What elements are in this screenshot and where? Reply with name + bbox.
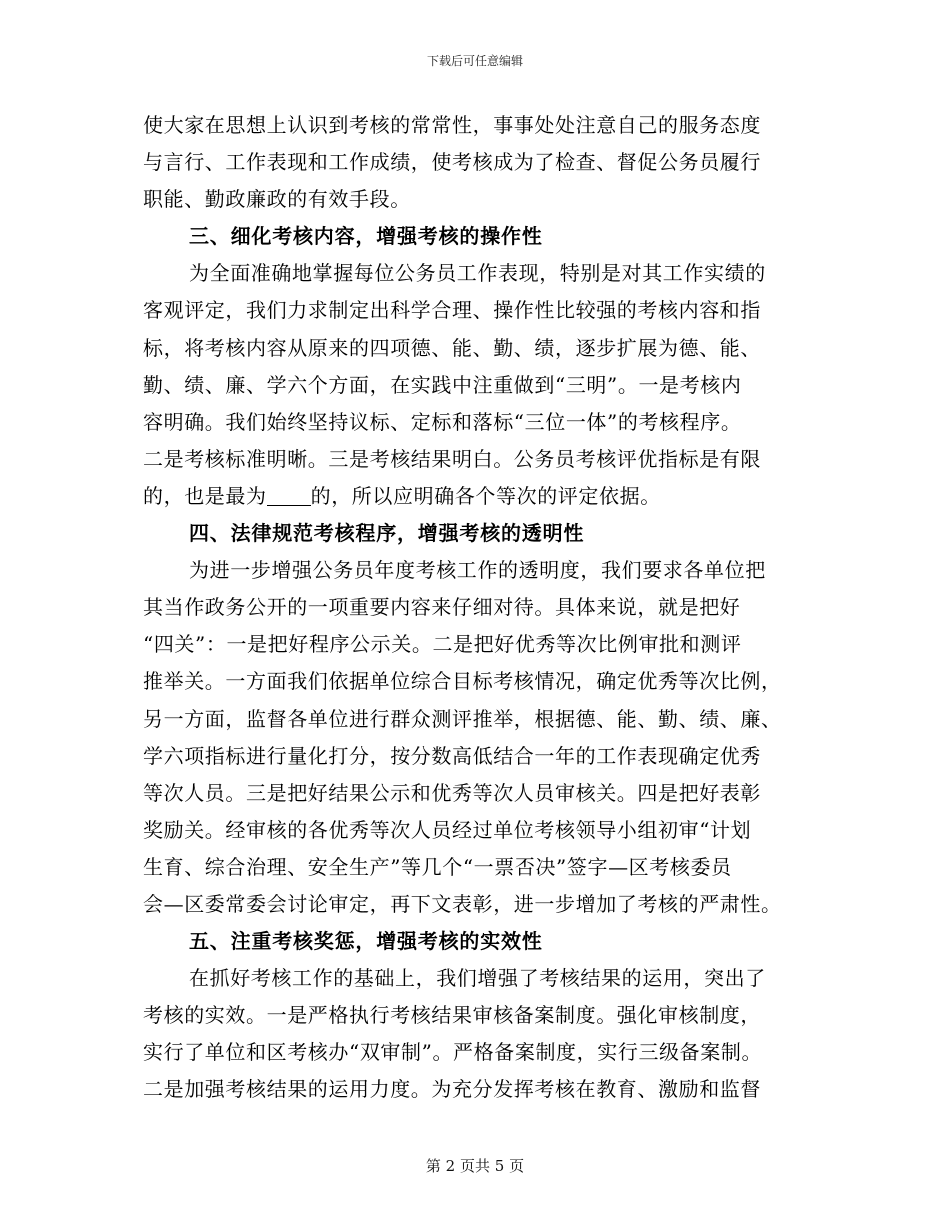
fill-in-blank — [267, 483, 311, 506]
text-line: 另一方面，监督各单位进行群众测评推举，根据德、能、勤、绩、廉、 — [143, 706, 782, 731]
text-fragment: 的，也是最为 — [143, 483, 267, 508]
page-footer: 第 2 页共 5 页 — [425, 1157, 525, 1175]
text-line: 使大家在思想上认识到考核的常常性，事事处处注意自己的服务态度 — [143, 113, 761, 137]
section-heading: 四、法律规范考核程序，增强考核的透明性 — [189, 521, 585, 546]
text-line: 其当作政务公开的一项重要内容来仔细对待。具体来说，就是把好 — [143, 595, 741, 620]
text-line: 奖励关。经审核的各优秀等次人员经过单位考核领导小组初审“计划 — [143, 817, 752, 842]
text-line: “四关”：一是把好程序公示关。二是把好优秀等次比例审批和测评 — [143, 632, 742, 657]
text-line: 与言行、工作表现和工作成绩，使考核成为了检查、督促公务员履行 — [143, 150, 761, 175]
section-heading: 五、注重考核奖惩，增强考核的实效性 — [189, 929, 543, 954]
page-header: 下载后可任意编辑 — [426, 54, 523, 68]
text-fragment: 的，所以应明确各个等次的评定依据。 — [310, 483, 661, 508]
text-line: 等次人员。三是把好结果公示和优秀等次人员审核关。四是把好表彰 — [143, 780, 761, 805]
section-heading: 三、细化考核内容，增强考核的操作性 — [189, 224, 543, 249]
text-line: 容明确。我们始终坚持议标、定标和落标“三位一体”的考核程序。 — [143, 409, 742, 434]
text-line: 客观评定，我们力求制定出科学合理、操作性比较强的考核内容和指 — [143, 298, 761, 323]
paragraph-first-line: 在抓好考核工作的基础上，我们增强了考核结果的运用，突出了 — [189, 966, 766, 991]
text-line: 会—区委常委会讨论审定，再下文表彰，进一步增加了考核的严肃性。 — [143, 891, 782, 916]
text-line: 勤、绩、廉、学六个方面，在实践中注重做到“三明”。一是考核内 — [143, 372, 742, 397]
text-line: 生育、综合治理、安全生产”等几个“一票否决”签字—区考核委员 — [143, 854, 732, 879]
text-line: 职能、勤政廉政的有效手段。 — [143, 187, 411, 212]
text-line: 考核的实效。一是严格执行考核结果审核备案制度。强化审核制度， — [143, 1003, 761, 1028]
text-line: 标，将考核内容从原来的四项德、能、勤、绩，逐步扩展为德、能、 — [143, 335, 761, 360]
text-line: 二是加强考核结果的运用力度。为充分发挥考核在教育、激励和监督 — [143, 1077, 761, 1102]
text-line: 实行了单位和区考核办“双审制”。严格备案制度，实行三级备案制。 — [143, 1040, 763, 1065]
text-line-with-blank — [143, 478, 808, 515]
text-line: 学六项指标进行量化打分，按分数高低结合一年的工作表现确定优秀 — [143, 743, 761, 768]
text-line: 推举关。一方面我们依据单位综合目标考核情况，确定优秀等次比例， — [143, 669, 782, 694]
text-line: 二是考核标准明晰。三是考核结果明白。公务员考核评优指标是有限 — [143, 446, 761, 471]
document-body — [143, 107, 808, 1109]
paragraph-first-line: 为全面准确地掌握每位公务员工作表现，特别是对其工作实绩的 — [189, 261, 766, 286]
paragraph-first-line: 为进一步增强公务员年度考核工作的透明度，我们要求各单位把 — [189, 558, 766, 583]
